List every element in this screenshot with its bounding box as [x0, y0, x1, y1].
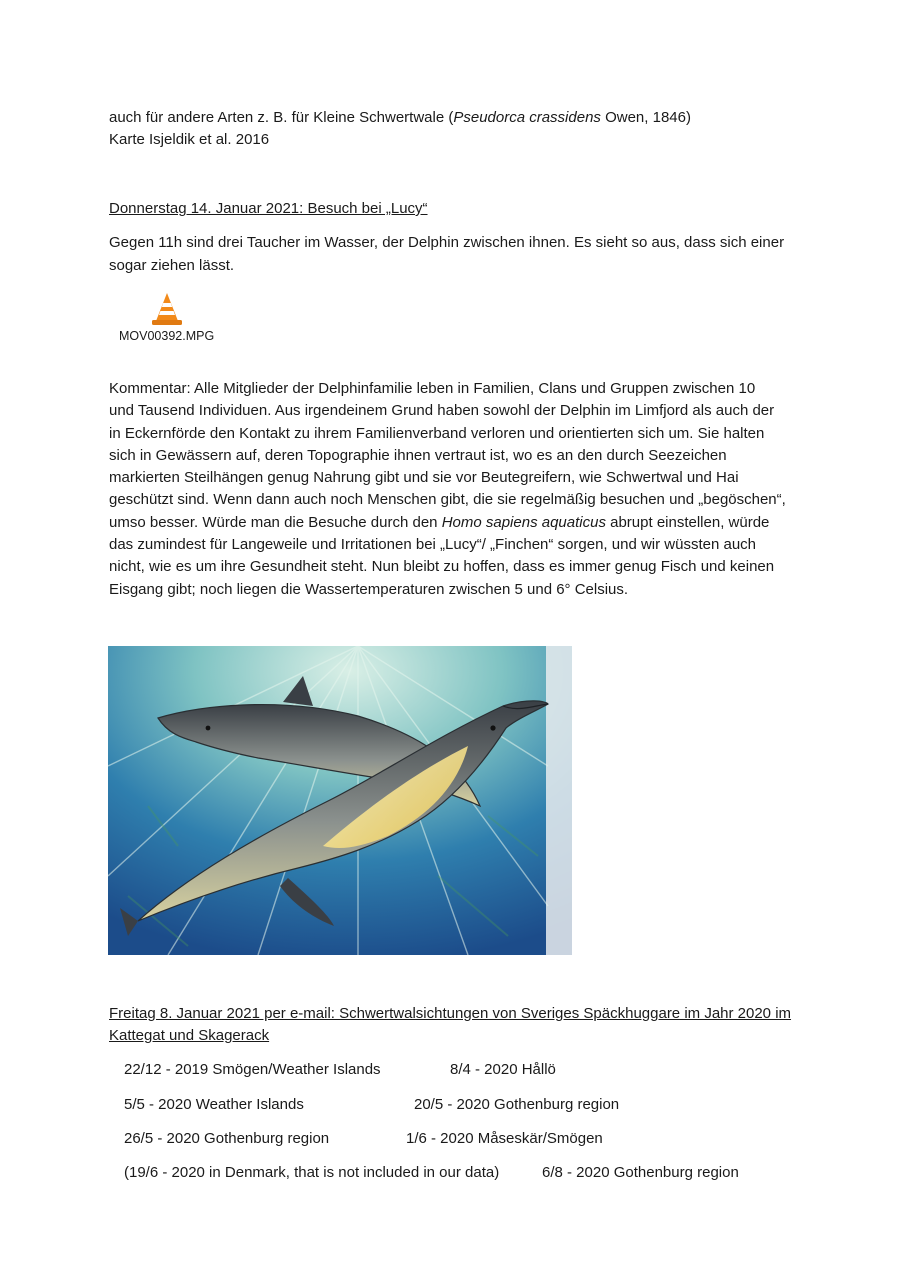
sighting-left: 22/12 - 2019 Smögen/Weather Islands — [124, 1061, 381, 1078]
comment-line: nicht, wie es um ihre Gesundheit steht. Nun bleibt zu hoffen, dass es immer genug Fisch und keinen — [109, 558, 775, 576]
intro-line-1 — [109, 109, 691, 126]
comment-line: Kommentar: Alle Mitglieder der Delphinfamilie leben in Familien, Clans und Gruppen zwischen 10 — [109, 380, 756, 397]
dolphin-painting-image — [108, 646, 572, 955]
comment-paragraph — [109, 378, 809, 601]
entry-heading-orca-line-2: Kattegat und Skagerack — [109, 1027, 270, 1044]
sighting-right: 8/4 - 2020 Hållö — [450, 1061, 556, 1078]
sighting-left: (19/6 - 2020 in Denmark, that is not included in our data) — [124, 1164, 500, 1181]
sighting-right: 6/8 - 2020 Gothenburg region — [542, 1164, 739, 1181]
sighting-right: 20/5 - 2020 Gothenburg region — [414, 1096, 620, 1113]
sighting-right: 1/6 - 2020 Måseskär/Smögen — [406, 1130, 603, 1147]
comment-line: umso besser. Würde man die Besuche durch den Homo sapiens aquaticus abrupt einstellen, würde — [109, 513, 770, 531]
entry-heading-lucy: Donnerstag 14. Januar 2021: Besuch bei „Lucy“ — [109, 200, 428, 217]
entry-heading-orca: Freitag 8. Januar 2021 per e-mail: Schwertwalsichtungen von Sveriges Späckhuggare im Jahr 2020 im — [109, 1005, 792, 1022]
comment-line: sich in Gewässern auf, deren Topographie ihnen vertraut ist, wo es an den durch Seezeichen — [109, 446, 727, 464]
species-name: Homo sapiens aquaticus — [441, 513, 606, 531]
entry-text-line-1: Gegen 11h sind drei Taucher im Wasser, der Delphin zwischen ihnen. Es sieht so aus, dass sich einer — [109, 234, 785, 251]
attachment-filename[interactable]: MOV00392.MPG — [119, 329, 215, 343]
comment-line: Eisgang gibt; noch liegen die Wassertemperaturen zwischen 5 und 6° Celsius. — [109, 580, 629, 598]
comment-line: und Tausend Individuen. Aus irgendeinem Grund haben sowohl der Delphin im Limfjord als auch der — [109, 402, 775, 420]
species-name: Pseudorca crassidens — [453, 109, 601, 126]
comment-line: markierten Steilhängen genug Nahrung gibt und sie vor Beutegreifern, wie Schwertwal und Hai — [109, 469, 739, 487]
intro-text: auch für andere Arten z. B. für Kleine Schwertwale ( — [109, 109, 454, 126]
comment-line: in Eckernförde den Kontakt zu ihrem Familienverband verloren und orientierten sich um. Sie halten — [109, 424, 765, 442]
comment-line: das zumindest für Langeweile und Irritationen bei „Lucy“/ „Finchen“ sorgen, und wir wüssten auch — [109, 536, 757, 554]
sighting-left: 5/5 - 2020 Weather Islands — [124, 1096, 304, 1113]
intro-text-end: Owen, 1846) — [600, 109, 691, 126]
entry-text-line-2: sogar ziehen lässt. — [109, 257, 235, 274]
intro-line-2: Karte Isjeldik et al. 2016 — [109, 131, 270, 148]
sighting-left: 26/5 - 2020 Gothenburg region — [124, 1130, 330, 1147]
comment-line: geschützt sind. Wenn dann auch noch Menschen gibt, die sie regelmäßig besuchen und „begöschen“, — [109, 491, 786, 509]
vlc-cone-icon[interactable] — [149, 291, 185, 327]
